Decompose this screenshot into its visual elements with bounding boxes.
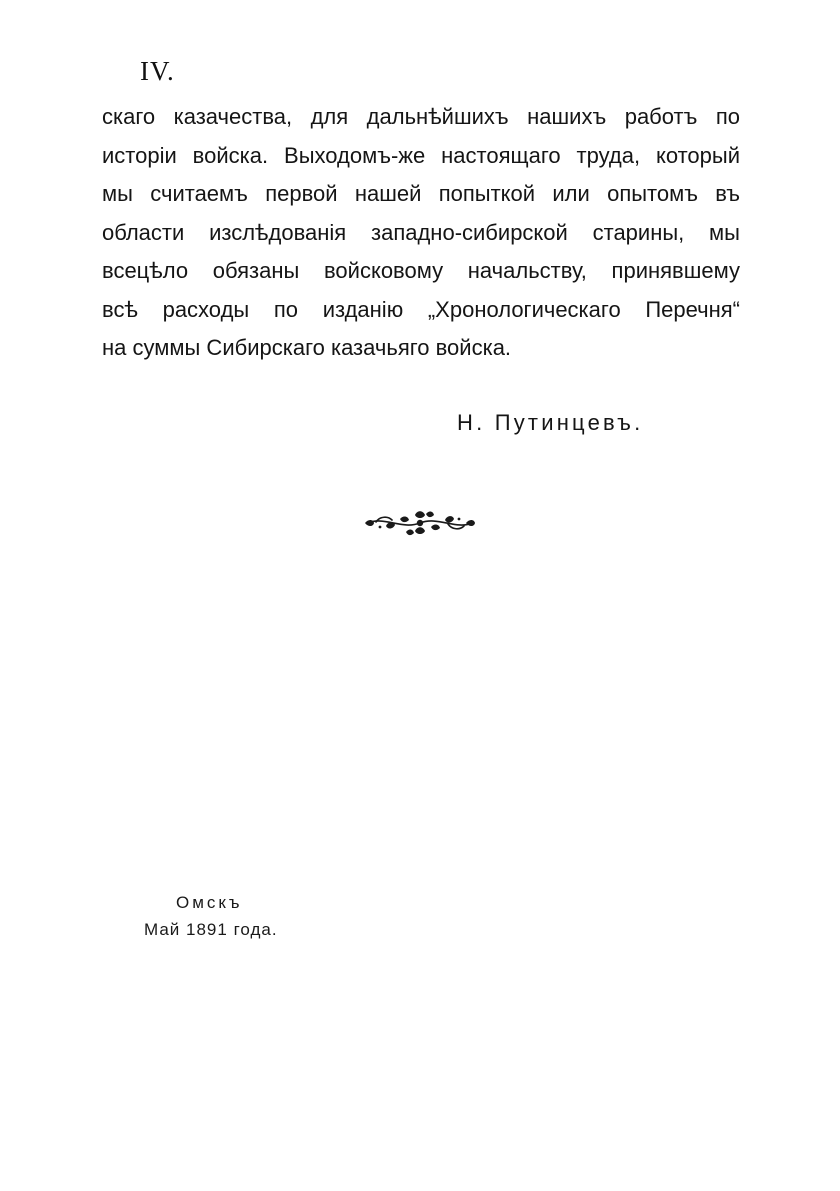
body-paragraph	[102, 98, 740, 368]
paragraph-line-last: на суммы Сибирскаго казачьяго войска.	[102, 335, 512, 360]
paragraph-line: области изслѣдованія западно-сибирской старины, мы	[102, 219, 740, 245]
paragraph-line: скаго казачества, для дальнѣйшихъ нашихъ работъ по	[102, 104, 740, 129]
paragraph-line: всѣ расходы по изданію „Хронологическаго Перечня“	[102, 296, 740, 322]
paragraph-line: исторіи войска. Выходомъ-же настоящаго труда, который	[102, 142, 740, 168]
floral-vignette-icon	[362, 506, 478, 540]
publication-date: Май 1891 года.	[144, 920, 278, 939]
publication-place: Омскъ	[176, 893, 243, 912]
author-signature: Н. Путинцевъ.	[457, 410, 644, 435]
page-number: IV.	[140, 56, 175, 86]
paragraph-line: всецѣло обязаны войсковому начальству, принявшему	[102, 258, 740, 283]
paragraph-line: мы считаемъ первой нашей попыткой или опытомъ въ	[102, 181, 740, 206]
